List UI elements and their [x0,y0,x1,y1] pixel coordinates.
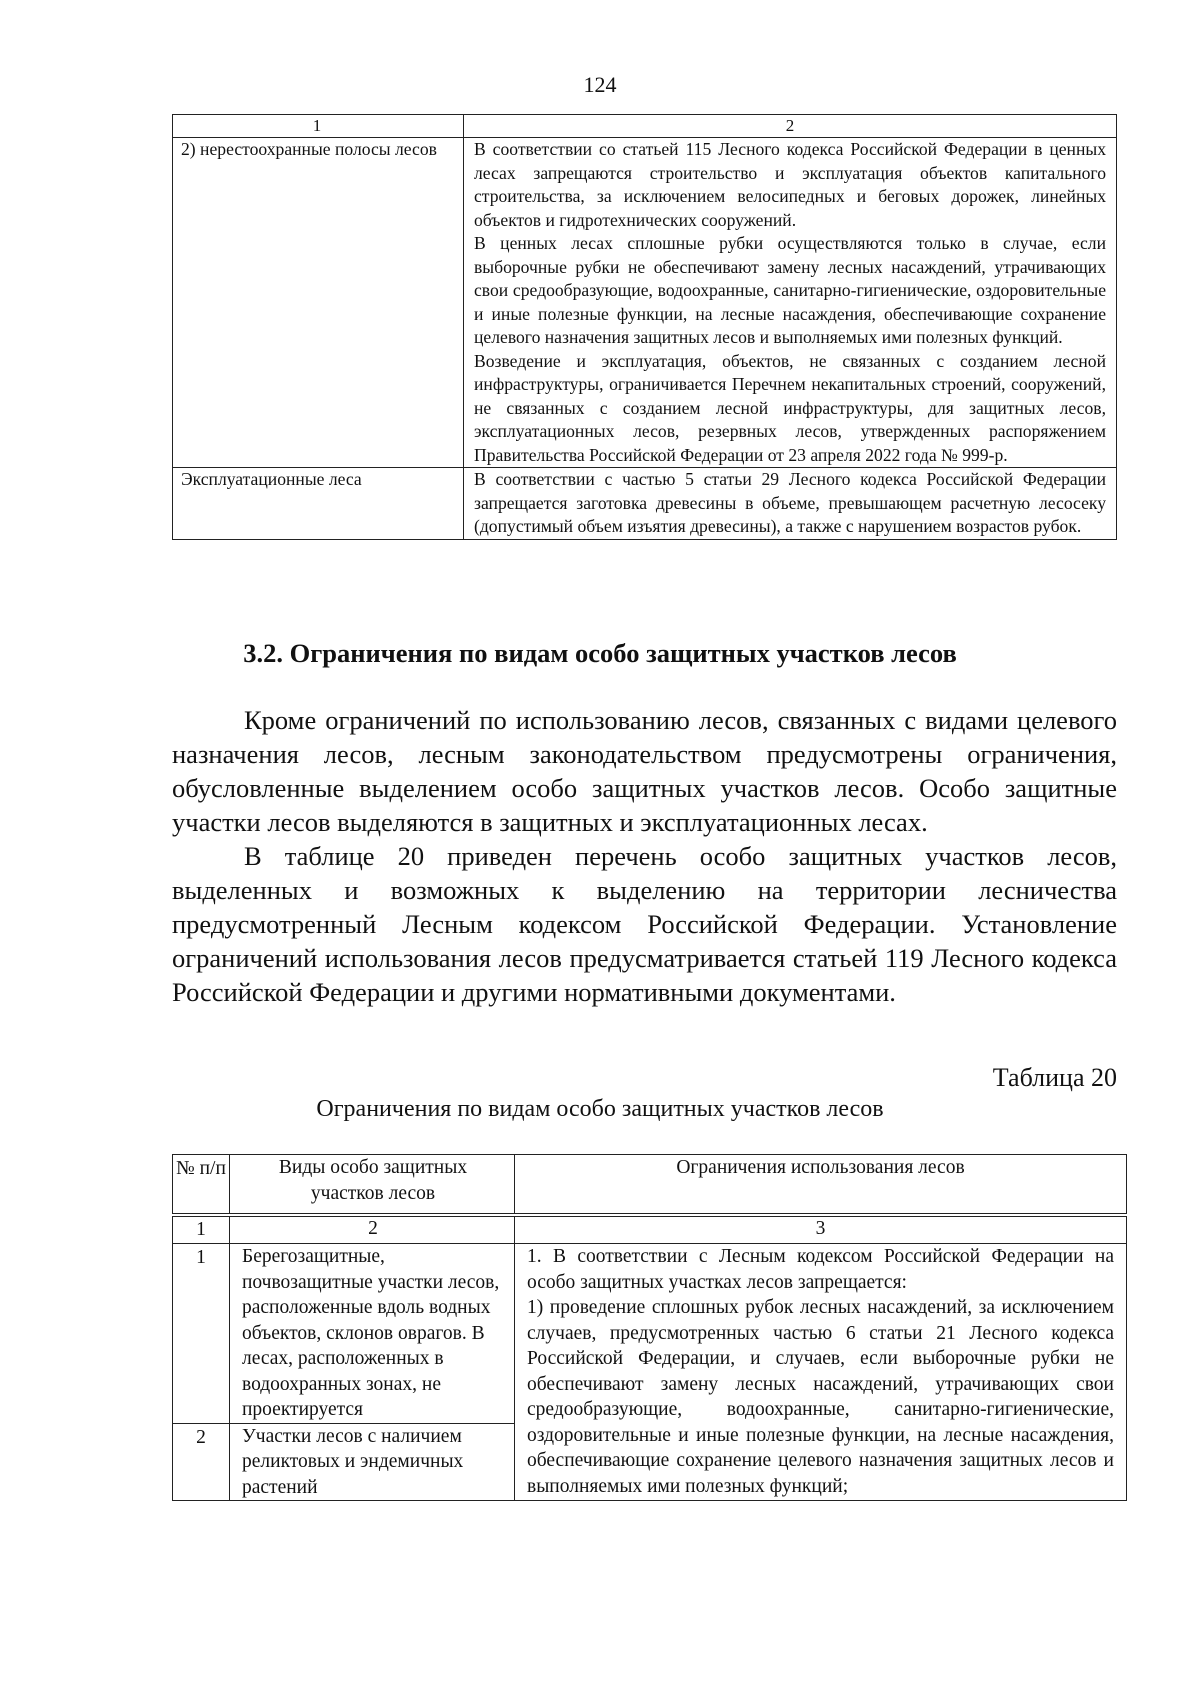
table20 [172,1216,1127,1501]
column-number: 1 [173,1217,230,1244]
page-number: 124 [583,72,617,97]
row-number: 1 [173,1244,230,1424]
paragraph: Кроме ограничений по использованию лесов, связанных с видами целевого назначения лесов, лесным законодательством предусмотрены ограничения, обусловленные выделением особо защитных участков лесов. Особо защитные участки лесов выделяются в защитных и эксплуатационных лесах. [172,705,1117,837]
continuation-table [172,114,1117,540]
restriction-paragraph: В ценных лесах сплошные рубки осуществляются только в случае, если выборочные рубки не обеспечивают замену лесных насаждений, утрачивающих свои средообразующие, водоохранные, санитарно-гигиенические, оздоровительные и иные полезные функции, на лесные насаждения, обеспечивающие сохранение целевого назначения защитных лесов и выполняемых ими полезных функций. [474,233,1106,347]
table-row [173,138,1117,468]
column-number: 3 [515,1217,1127,1244]
restriction-cell [464,138,1117,468]
row-number: 2 [173,1423,230,1501]
table-row [173,468,1117,540]
forest-type-cell: 2) нерестоохранные полосы лесов [173,138,464,468]
restrictions-cell [515,1244,1127,1501]
kind-cell: Берегозащитные, почвозащитные участки лесов, расположенные вдоль водных объектов, склонов оврагов. В лесах, расположенных в водоохранных зонах, не проектируется [230,1244,515,1424]
section-title: 3.2. Ограничения по видам особо защитных участков лесов [243,638,957,668]
restriction-paragraph: В соответствии со статьей 115 Лесного кодекса Российской Федерации в ценных лесах запрещаются строительство и эксплуатация объектов капитального строительства, за исключением велосипедных и беговых дорожек, линейных объектов и гидротехнических сооружений. [474,139,1106,230]
header-restrictions: Ограничения использования лесов [515,1155,1127,1214]
body-text [172,703,1117,1009]
restriction-paragraph: Возведение и эксплуатация, объектов, не связанных с созданием лесной инфраструктуры, ограничивается Перечнем некапитальных строений, сооружений, не связанных с созданием лесной инфраструктуры, для защитных лесов, эксплуатационных лесов, резервных лесов, утвержденных распоряжением Правительства Российской Федерации от 23 апреля 2022 года № 999-р. [474,350,1106,465]
column-number: 2 [464,115,1117,138]
column-numbers-row [173,1217,1127,1244]
table-number: Таблица 20 [992,1063,1117,1092]
table-header-row [173,1155,1127,1214]
table-header-row [173,115,1117,138]
restriction-cell [464,468,1117,540]
restriction-paragraph: 1) проведение сплошных рубок лесных насаждений, за исключением случаев, предусмотренных частью 6 статьи 21 Лесного кодекса Российской Федерации, и случаев, если выборочные рубки не обеспечивают замену лесных насаждений, утрачивающих свои средообразующие, водоохранные, санитарно-гигиенические, оздоровительные и иные полезные функции, на лесные насаждения, обеспечивающие сохранение целевого назначения защитных лесов и выполняемых ими полезных функций; [527,1297,1114,1497]
table-row [173,1244,1127,1424]
restriction-paragraph: 1. В соответствии с Лесным кодексом Российской Федерации на особо защитных участках лесов запрещается: [527,1246,1114,1293]
header-kind: Виды особо защитных участков лесов [230,1155,515,1214]
kind-cell: Участки лесов с наличием реликтовых и эндемичных растений [230,1423,515,1501]
paragraph: В таблице 20 приведен перечень особо защитных участков лесов, выделенных и возможных к выделению на территории лесничества предусмотренный Лесным кодексом Российской Федерации. Установление ограничений использования лесов предусматривается статьей 119 Лесного кодекса Российской Федерации и другими нормативными документами. [172,841,1117,1007]
column-number: 2 [230,1217,515,1244]
restriction-paragraph: В соответствии с частью 5 статьи 29 Лесного кодекса Российской Федерации запрещается заготовка древесины в объеме, превышающем расчетную лесосеку (допустимый объем изъятия древесины), а также с нарушением возрастов рубок. [474,469,1106,536]
column-number: 1 [173,115,464,138]
table-title: Ограничения по видам особо защитных участков лесов [316,1096,884,1122]
forest-type-cell: Эксплуатационные леса [173,468,464,540]
table20-header [172,1154,1127,1214]
header-number: № п/п [173,1155,230,1214]
